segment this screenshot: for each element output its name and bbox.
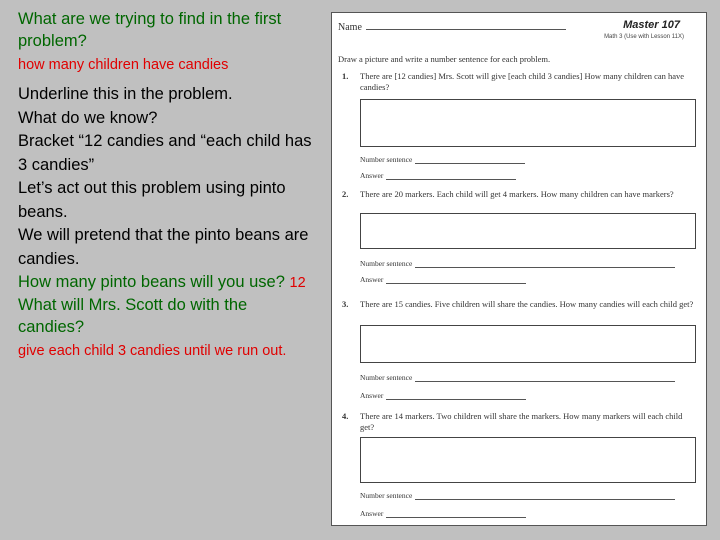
master-title: Master 107 [623,19,680,31]
answer-label: Answer [360,509,384,518]
number-sentence-label: Number sentence [360,259,413,268]
number-sentence-label: Number sentence [360,373,413,382]
name-field [338,20,566,33]
question-beans [18,271,314,294]
answer-line [360,275,526,284]
problem-number: 3. [342,299,349,309]
drawing-box [360,213,696,249]
drawing-box [360,99,696,147]
problem-text: There are 14 markers. Two children will share the markers. How many markers will each child get? [360,411,683,432]
answer-label: Answer [360,171,384,180]
question-mrs-scott: What will Mrs. Scott do with the candies? [18,296,248,336]
step-pretend: We will pretend that the pinto beans are candies. [18,226,309,268]
problem-text: There are 15 candies. Five children will share the candies. How many candies will each child get? [360,299,694,309]
problem-4 [338,411,702,523]
lesson-notes [18,8,314,361]
problem-text: There are [12 candies] Mrs. Scott will give [each child 3 candies] How many children can have candies? [360,71,685,92]
number-sentence-line [360,373,675,382]
number-sentence-line [360,155,525,164]
answer-line [360,171,516,180]
worksheet-image [331,12,707,526]
answer-mrs-scott: give each child 3 candies until we run out. [18,343,287,359]
instructions: Draw a picture and write a number sentence for each problem. [338,54,551,64]
step-what-know: What do we know? [18,108,158,127]
name-label: Name [338,22,362,33]
step-act-out: Let’s act out this problem using pinto beans. [18,179,286,221]
name-line [366,20,566,30]
problem-number: 4. [342,411,349,421]
problem-1 [338,71,702,189]
number-sentence-label: Number sentence [360,155,413,164]
problem-text: There are 20 markers. Each child will get 4 markers. How many children can have markers? [360,189,674,199]
question-find: What are we trying to find in the first problem? [18,10,282,50]
step-underline: Underline this in the problem. [18,85,233,103]
number-sentence-label: Number sentence [360,491,413,500]
answer-line [360,391,526,400]
problem-3 [338,299,702,409]
question-beans-text: How many pinto beans will you use? [18,273,285,291]
answer-label: Answer [360,275,384,284]
answer-label: Answer [360,391,384,400]
answer-find: how many children have candies [18,57,229,73]
problem-number: 1. [342,71,349,81]
problem-number: 2. [342,189,349,199]
drawing-box [360,325,696,363]
math-subtitle: Math 3 (Use with Lesson 11X) [604,34,684,40]
answer-beans: 12 [289,275,306,291]
answer-line [360,509,526,518]
number-sentence-line [360,491,675,500]
drawing-box [360,437,696,483]
step-bracket: Bracket “12 candies and “each child has 3 candies” [18,132,312,174]
number-sentence-line [360,259,675,268]
problem-2 [338,189,702,304]
